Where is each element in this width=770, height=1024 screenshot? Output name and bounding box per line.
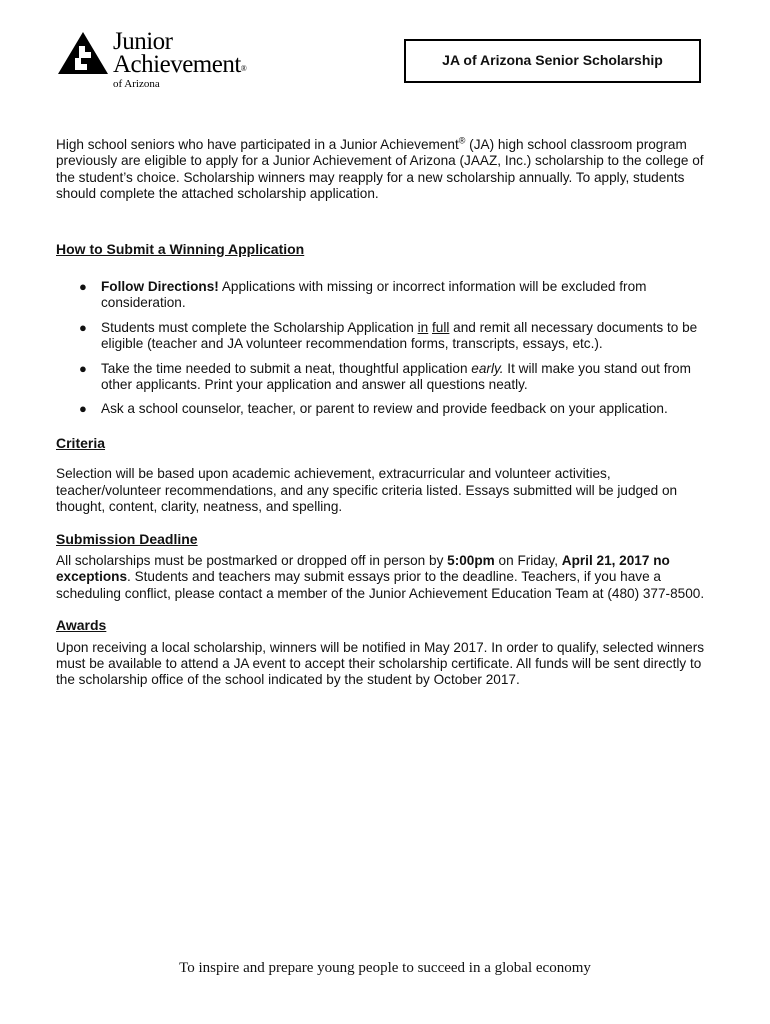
footer-tagline: To inspire and prepare young people to succeed in a global economy bbox=[179, 960, 591, 976]
intro-paragraph: High school seniors who have participated in a Junior Achievement® (JA) high school classroom program previously are eligible to apply for a Junior Achievement of Arizona (JAAZ, Inc.) scholarship to the college of the student’s choice. Scholarship winners may reapply for a new scholarship annually. To apply, students should complete the attached scholarship application. bbox=[56, 135, 704, 202]
logo-line-arizona: of Arizona bbox=[113, 78, 160, 90]
list-item: ● Follow Directions! Applications with missing or incorrect information will be excluded from consideration. bbox=[79, 279, 647, 311]
document-title: JA of Arizona Senior Scholarship bbox=[442, 52, 663, 68]
how-to-list bbox=[56, 279, 716, 418]
document-body bbox=[56, 137, 716, 689]
bullet-icon: ● bbox=[79, 360, 87, 376]
deadline-paragraph: All scholarships must be postmarked or dropped off in person by 5:00pm on Friday, April 21, 2017 no exceptions. Students and teachers may submit essays prior to the deadline. Teachers, if you have a scheduling conflict, please contact a member of the Junior Achievement Education Team at (480) 377-8500. bbox=[56, 552, 705, 601]
deadline-heading: Submission Deadline bbox=[56, 530, 198, 547]
document-title-box bbox=[404, 39, 701, 83]
list-item: ● Ask a school counselor, teacher, or parent to review and provide feedback on your application. bbox=[79, 401, 668, 417]
awards-heading: Awards bbox=[56, 617, 107, 634]
awards-paragraph: Upon receiving a local scholarship, winners will be notified in May 2017. In order to qualify, selected winners must be available to attend a JA event to accept their scholarship certificate. All funds will be sent directly to the scholarship office of the school indicated by the student by October 2017. bbox=[56, 639, 705, 688]
criteria-paragraph: Selection will be based upon academic achievement, extracurricular and volunteer activities, teacher/volunteer recommendations, and any specific criteria listed. Essays submitted will be judged on thought, content, clarity, neatness, and spelling. bbox=[56, 466, 678, 515]
bullet-icon: ● bbox=[79, 279, 87, 295]
bullet-icon: ● bbox=[79, 319, 87, 335]
ja-climber-logo-icon bbox=[58, 32, 108, 74]
list-item: ● Students must complete the Scholarship Application in full and remit all necessary documents to be eligible (teacher and JA volunteer recommendation forms, transcripts, essays, etc.). bbox=[79, 319, 698, 352]
how-to-heading: How to Submit a Winning Application bbox=[56, 240, 305, 257]
bullet-icon: ● bbox=[79, 401, 87, 417]
list-item: ● Take the time needed to submit a neat, thoughtful application early. It will make you stand out from other applicants. Print your application and answer all questions neatly. bbox=[79, 360, 691, 393]
logo-line-junior: Junior bbox=[113, 28, 173, 55]
criteria-heading: Criteria bbox=[56, 434, 106, 451]
logo-line-achievement: Achievement® bbox=[113, 51, 247, 78]
ja-logo bbox=[58, 28, 258, 93]
